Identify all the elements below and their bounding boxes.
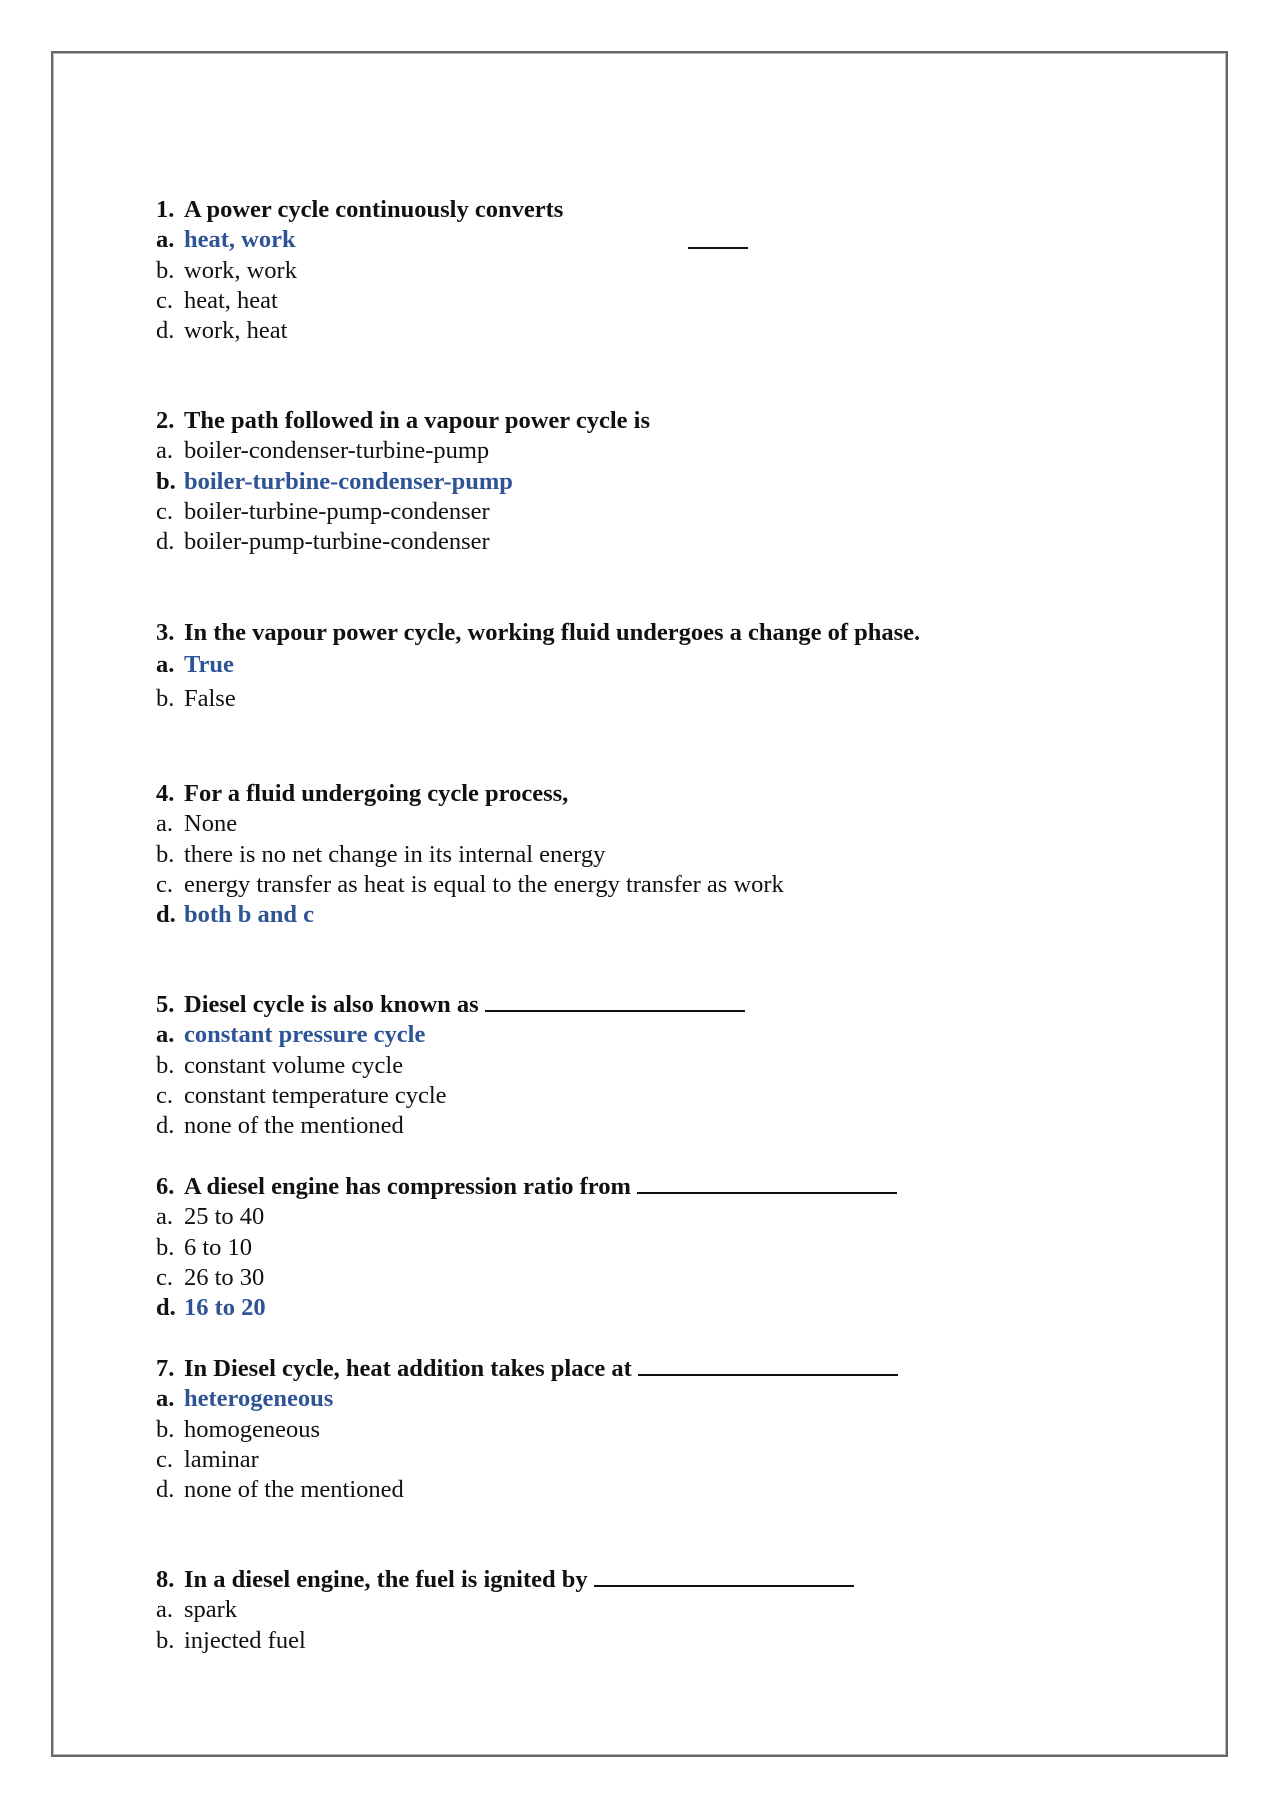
option-text: energy transfer as heat is equal to the energy transfer as work — [184, 870, 784, 898]
option-text: heat, work — [184, 226, 296, 254]
question-text — [156, 618, 920, 648]
option-text: work, heat — [184, 317, 288, 345]
option-text: boiler-turbine-pump-condenser — [184, 497, 490, 525]
question-3 — [156, 618, 920, 716]
question-2 — [156, 406, 650, 557]
option-letter: a. — [156, 1596, 173, 1624]
question-text — [156, 990, 745, 1020]
question-7 — [156, 1354, 898, 1505]
option-c — [156, 1081, 745, 1111]
option-d-correct — [156, 900, 784, 930]
option-text: constant volume cycle — [184, 1051, 404, 1079]
option-text: heat, heat — [184, 286, 278, 314]
answer-blank — [688, 247, 748, 249]
question-1 — [156, 195, 563, 346]
option-letter: a. — [156, 810, 173, 838]
option-d — [156, 1475, 898, 1505]
option-text: work, work — [184, 256, 297, 284]
option-text: 6 to 10 — [184, 1233, 253, 1261]
option-c — [156, 286, 563, 316]
option-letter: d. — [156, 901, 176, 929]
option-letter: d. — [156, 317, 175, 345]
question-text — [156, 779, 784, 809]
option-text: 25 to 40 — [184, 1203, 265, 1231]
question-label: For a fluid undergoing cycle process, — [184, 780, 569, 807]
option-text: True — [184, 651, 234, 679]
option-letter: b. — [156, 1415, 175, 1443]
question-label: In a diesel engine, the fuel is ignited by — [184, 1566, 588, 1593]
option-letter: c. — [156, 1081, 173, 1109]
answer-blank — [638, 1354, 898, 1376]
option-d-correct — [156, 1293, 897, 1323]
option-text: None — [184, 810, 238, 838]
option-text: 26 to 30 — [184, 1263, 265, 1291]
option-a-correct — [156, 225, 563, 255]
question-number: 5. — [156, 991, 175, 1018]
option-letter: a. — [156, 1385, 175, 1413]
option-text: injected fuel — [184, 1626, 306, 1654]
question-text — [156, 406, 650, 436]
option-letter: d. — [156, 1112, 175, 1140]
option-text: laminar — [184, 1445, 259, 1473]
option-d — [156, 1111, 745, 1141]
option-a — [156, 436, 650, 466]
question-label: Diesel cycle is also known as — [184, 991, 479, 1018]
option-text: constant pressure cycle — [184, 1021, 426, 1049]
option-text: there is no net change in its internal energy — [184, 840, 606, 868]
option-letter: c. — [156, 497, 173, 525]
option-c — [156, 1263, 897, 1293]
option-a — [156, 1595, 854, 1625]
option-b — [156, 1626, 854, 1656]
option-b — [156, 840, 784, 870]
question-text — [156, 195, 563, 225]
answer-blank — [594, 1565, 854, 1587]
question-label: The path followed in a vapour power cycle is — [184, 407, 650, 434]
option-text: none of the mentioned — [184, 1476, 404, 1504]
option-text: False — [184, 685, 236, 713]
question-number: 4. — [156, 780, 175, 807]
question-label: A diesel engine has compression ratio from — [184, 1173, 631, 1200]
option-letter: c. — [156, 1445, 173, 1473]
option-text: constant temperature cycle — [184, 1081, 447, 1109]
option-b — [156, 1051, 745, 1081]
option-letter: d. — [156, 528, 175, 556]
question-number: 3. — [156, 619, 175, 646]
option-text: 16 to 20 — [184, 1294, 266, 1322]
option-a-correct — [156, 1384, 898, 1414]
option-a-correct — [156, 648, 920, 682]
option-letter: b. — [156, 256, 175, 284]
option-letter: a. — [156, 437, 173, 465]
question-number: 6. — [156, 1173, 175, 1200]
option-d — [156, 527, 650, 557]
option-b — [156, 1233, 897, 1263]
question-text — [156, 1565, 854, 1595]
option-letter: c. — [156, 286, 173, 314]
option-text: boiler-pump-turbine-condenser — [184, 528, 490, 556]
option-letter: c. — [156, 1263, 173, 1291]
question-4 — [156, 779, 784, 930]
option-text: heterogeneous — [184, 1385, 334, 1413]
option-text: both b and c — [184, 901, 315, 929]
option-a-correct — [156, 1020, 745, 1050]
question-label: A power cycle continuously converts — [184, 196, 564, 223]
option-c — [156, 870, 784, 900]
question-6 — [156, 1172, 897, 1323]
option-a — [156, 809, 784, 839]
question-text — [156, 1172, 897, 1202]
option-letter: d. — [156, 1294, 176, 1322]
option-letter: a. — [156, 1203, 173, 1231]
question-8 — [156, 1565, 854, 1656]
answer-blank — [485, 990, 745, 1012]
option-letter: b. — [156, 1626, 175, 1654]
option-c — [156, 1445, 898, 1475]
option-letter: b. — [156, 840, 175, 868]
question-5 — [156, 990, 745, 1141]
option-text: boiler-condenser-turbine-pump — [184, 437, 490, 465]
option-c — [156, 497, 650, 527]
question-label: In Diesel cycle, heat addition takes place at — [184, 1355, 632, 1382]
option-letter: a. — [156, 226, 175, 254]
option-d — [156, 316, 563, 346]
answer-blank — [637, 1172, 897, 1194]
option-letter: b. — [156, 1233, 175, 1261]
question-number: 7. — [156, 1355, 175, 1382]
option-text: boiler-turbine-condenser-pump — [184, 467, 513, 495]
option-a — [156, 1202, 897, 1232]
question-number: 2. — [156, 407, 175, 434]
option-letter: b. — [156, 1051, 175, 1079]
option-text: spark — [184, 1596, 238, 1624]
question-number: 1. — [156, 196, 175, 223]
option-b-correct — [156, 467, 650, 497]
option-letter: b. — [156, 467, 176, 495]
option-text: homogeneous — [184, 1415, 321, 1443]
option-b — [156, 1415, 898, 1445]
question-text — [156, 1354, 898, 1384]
option-letter: d. — [156, 1476, 175, 1504]
option-b — [156, 682, 920, 716]
option-letter: b. — [156, 685, 175, 713]
question-number: 8. — [156, 1566, 175, 1593]
option-text: none of the mentioned — [184, 1112, 404, 1140]
option-b — [156, 256, 563, 286]
question-label: In the vapour power cycle, working fluid undergoes a change of phase. — [184, 619, 921, 646]
option-letter: a. — [156, 651, 175, 679]
option-letter: a. — [156, 1021, 175, 1049]
option-letter: c. — [156, 870, 173, 898]
